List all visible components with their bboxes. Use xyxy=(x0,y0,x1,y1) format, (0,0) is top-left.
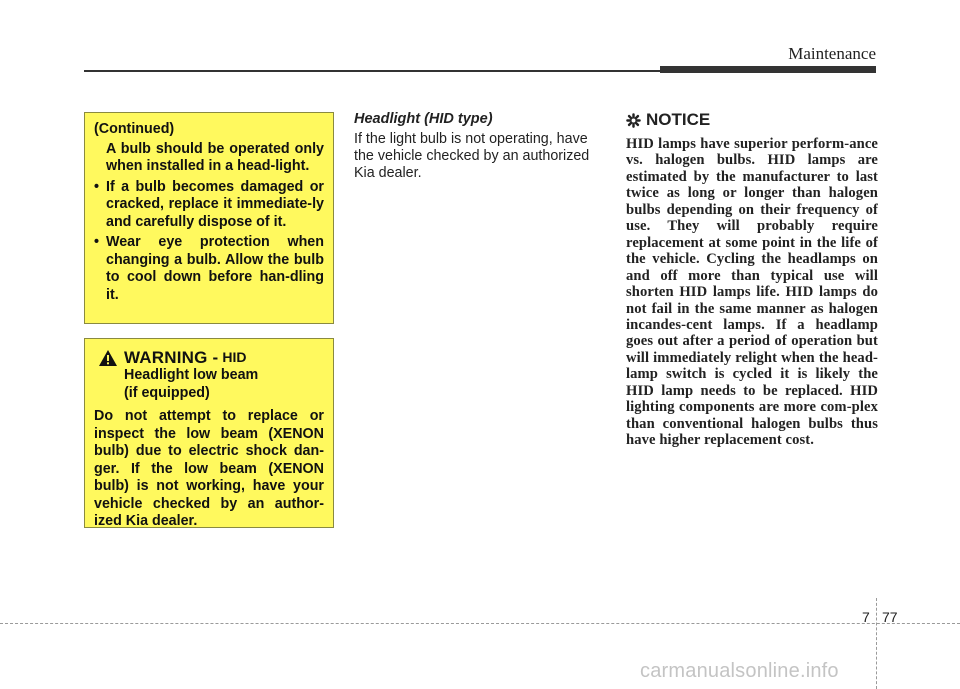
headlight-title: Headlight (HID type) xyxy=(354,111,493,127)
continued-title: (Continued) xyxy=(94,121,175,137)
list-item xyxy=(94,179,324,232)
warning-sublabel: HID xyxy=(222,349,247,366)
notice-body: HID lamps have superior perform-ance vs. halogen bulbs. HID lamps are estimated by the manufacturer to last twice as long or longer than halogen bulbs depending on their frequency of use. They will probably require replacement at some point in the life of the vehicle. Cycling the headlamps on and off more than typical use will shorten HID lamps life. HID lamps do not fail in the same manner as halogen incandes-cent lamps. If a headlamp goes out after a period of operation but will immediately relight when the head-lamp switch is cycled it is likely the HID lamp needs to be replaced. HID lighting components are more com-plex than conventional halogen bulbs thus have higher replacement cost. xyxy=(626,136,878,449)
footer-divider xyxy=(876,598,877,689)
continued-intro: A bulb should be operated only when installed in a head-light. xyxy=(106,140,324,174)
list-item xyxy=(94,234,324,304)
notice-star-icon xyxy=(626,113,641,128)
header-rule-thick xyxy=(660,66,876,73)
warning-line-1: Headlight low beam xyxy=(124,367,259,383)
continued-caution-box xyxy=(84,112,334,324)
notice-section xyxy=(626,110,878,449)
notice-title: NOTICE xyxy=(646,110,711,129)
footer-rule xyxy=(0,623,960,624)
page-number: 77 xyxy=(882,609,898,625)
warning-heading xyxy=(98,349,324,367)
bullet-text: If a bulb becomes damaged or cracked, replace it immediate-ly and carefully dispose of it. xyxy=(106,178,324,230)
bullet-icon: • xyxy=(94,234,100,250)
headlight-section xyxy=(354,111,608,182)
warning-line-2: (if equipped) xyxy=(124,384,210,401)
header-rule xyxy=(84,70,660,72)
watermark: carmanualsonline.info xyxy=(640,660,839,682)
warning-body: Do not attempt to replace or inspect the low beam (XENON bulb) due to electric shock dan-ger. If the low beam (XENON bulb) is not working, have your vehicle checked by an author-ized Kia dealer. xyxy=(94,408,324,529)
warning-label: WARNING - xyxy=(124,348,219,368)
bullet-text: Wear eye protection when changing a bulb. Allow the bulb to cool down before han-dling it. xyxy=(106,234,324,303)
warning-triangle-icon xyxy=(98,349,118,367)
chapter-number: 7 xyxy=(862,609,870,625)
section-title: Maintenance xyxy=(788,44,876,63)
bullet-icon: • xyxy=(94,178,100,195)
notice-heading xyxy=(626,110,878,130)
headlight-body: If the light bulb is not operating, have the vehicle checked by an authorized Kia dealer. xyxy=(354,131,590,181)
warning-box xyxy=(84,338,334,528)
